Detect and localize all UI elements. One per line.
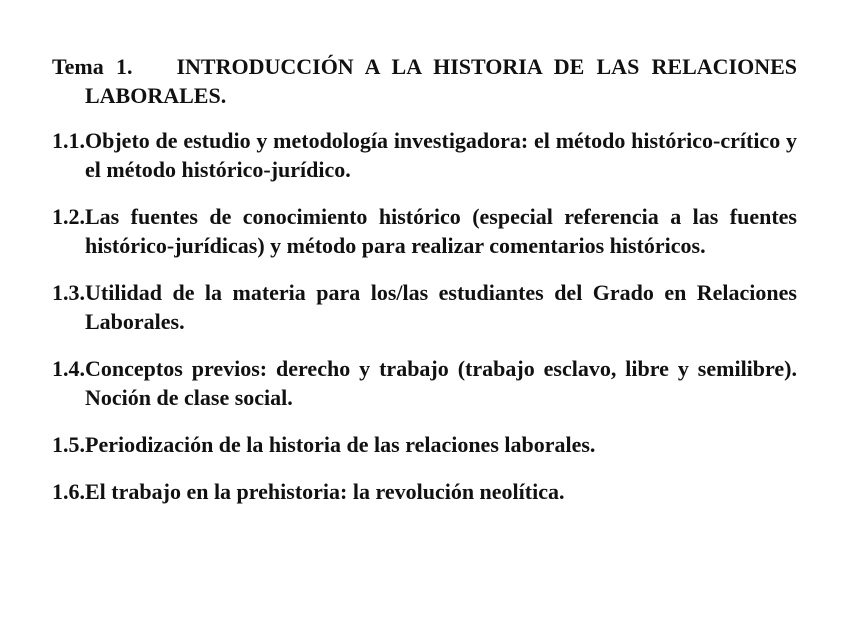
subtopic-text: Objeto de estudio y metodología investigadora: el método histórico-crítico y el método histórico-jurídico.	[85, 128, 797, 182]
subtopic-item-1-4	[52, 354, 797, 412]
slide-content	[52, 52, 797, 524]
subtopic-text: Periodización de la historia de las relaciones laborales.	[85, 432, 596, 457]
subtopic-item-1-5	[52, 430, 797, 459]
subtopic-number: 1.3.	[52, 280, 85, 305]
subtopic-text: El trabajo en la prehistoria: la revolución neolítica.	[85, 479, 565, 504]
subtopic-number: 1.6.	[52, 479, 85, 504]
subtopic-number: 1.4.	[52, 356, 85, 381]
subtopic-list	[52, 126, 797, 506]
topic-label: Tema 1.	[52, 54, 133, 79]
subtopic-text: Conceptos previos: derecho y trabajo (trabajo esclavo, libre y semilibre). Noción de clase social.	[85, 356, 797, 410]
subtopic-number: 1.1.	[52, 128, 85, 153]
subtopic-item-1-1	[52, 126, 797, 184]
topic-title: INTRODUCCIÓN A LA HISTORIA DE LAS RELACIONES LABORALES.	[85, 54, 797, 108]
subtopic-number: 1.2.	[52, 204, 85, 229]
topic-heading	[52, 52, 797, 110]
subtopic-text: Las fuentes de conocimiento histórico (especial referencia a las fuentes histórico-jurídicas) y método para realizar comentarios históricos.	[85, 204, 797, 258]
subtopic-item-1-6	[52, 477, 797, 506]
subtopic-text: Utilidad de la materia para los/las estudiantes del Grado en Relaciones Laborales.	[85, 280, 797, 334]
subtopic-item-1-2	[52, 202, 797, 260]
subtopic-item-1-3	[52, 278, 797, 336]
subtopic-number: 1.5.	[52, 432, 85, 457]
